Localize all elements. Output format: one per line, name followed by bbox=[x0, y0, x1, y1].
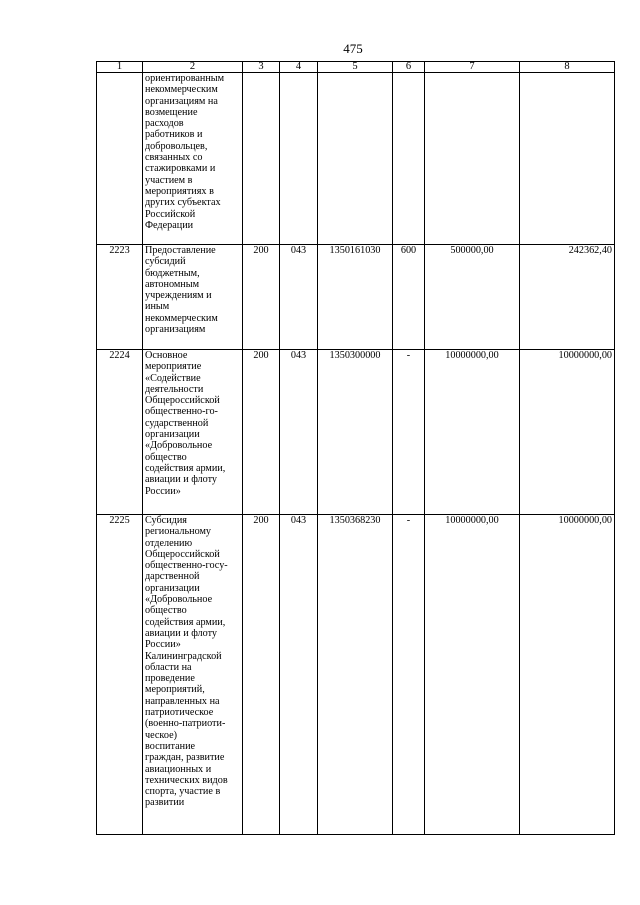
name-line: России» bbox=[145, 485, 181, 497]
name-line: сударственной bbox=[145, 417, 209, 429]
target-article-cell: 1350368230 bbox=[318, 515, 393, 835]
executed-amount-cell: 10000000,00 bbox=[520, 350, 615, 515]
name-line: «Добровольное bbox=[145, 594, 213, 606]
table-row bbox=[97, 350, 615, 515]
planned-amount-cell bbox=[425, 73, 520, 245]
executed-amount-cell: 242362,40 bbox=[520, 245, 615, 350]
name-line: организациям bbox=[145, 324, 206, 336]
name-line: Основное bbox=[145, 350, 188, 361]
name-line: проведение bbox=[145, 673, 195, 685]
page-number: 475 bbox=[343, 41, 363, 56]
name-line: Предоставление bbox=[145, 245, 216, 256]
name-line: «Добровольное bbox=[145, 440, 213, 452]
row-code-cell: 2225 bbox=[97, 515, 143, 835]
name-line: общественно-го- bbox=[145, 406, 218, 418]
column-header: 8 bbox=[520, 62, 615, 73]
table-row bbox=[97, 515, 615, 835]
name-line: организациям на bbox=[145, 95, 218, 107]
target-article-cell: 1350300000 bbox=[318, 350, 393, 515]
target-article-cell: 1350161030 bbox=[318, 245, 393, 350]
name-line: работников и bbox=[145, 129, 203, 141]
subsection-code-cell bbox=[280, 73, 318, 245]
section-code-cell: 200 bbox=[243, 515, 280, 835]
name-line: добровольцев, bbox=[145, 140, 208, 152]
column-header: 1 bbox=[97, 62, 143, 73]
row-code-cell: 2223 bbox=[97, 245, 143, 350]
name-line: учреждениям и bbox=[145, 290, 212, 302]
name-line: мероприятий, bbox=[145, 684, 205, 696]
expense-type-cell: 600 bbox=[393, 245, 425, 350]
subsection-code-cell: 043 bbox=[280, 350, 318, 515]
planned-amount-cell: 10000000,00 bbox=[425, 515, 520, 835]
name-line: дарственной bbox=[145, 571, 200, 583]
row-name-cell bbox=[143, 515, 243, 835]
row-name-cell bbox=[143, 73, 243, 245]
name-line: других субъектах bbox=[145, 197, 221, 209]
name-line: авиационных и bbox=[145, 763, 212, 775]
section-code-cell: 200 bbox=[243, 350, 280, 515]
name-line: Субсидия bbox=[145, 515, 187, 526]
name-line: Российской bbox=[145, 208, 196, 220]
name-line: технических видов bbox=[145, 774, 228, 786]
expense-type-cell: - bbox=[393, 515, 425, 835]
name-line: организации bbox=[145, 582, 200, 594]
planned-amount-cell: 10000000,00 bbox=[425, 350, 520, 515]
column-header: 6 bbox=[393, 62, 425, 73]
target-article-cell bbox=[318, 73, 393, 245]
expense-type-cell bbox=[393, 73, 425, 245]
name-line: развитии bbox=[145, 797, 185, 809]
name-line: иным bbox=[145, 301, 170, 313]
table-row bbox=[97, 245, 615, 350]
name-line: стажировками и bbox=[145, 163, 216, 175]
name-line: ориентированным bbox=[145, 73, 225, 84]
section-code-cell: 200 bbox=[243, 245, 280, 350]
name-line: содействия армии, bbox=[145, 462, 226, 474]
expense-type-cell: - bbox=[393, 350, 425, 515]
name-line: общество bbox=[145, 605, 187, 617]
name-line: автономным bbox=[145, 278, 200, 290]
name-line: направленных на bbox=[145, 695, 220, 707]
executed-amount-cell bbox=[520, 73, 615, 245]
name-line: участием в bbox=[145, 174, 193, 186]
name-line: мероприятие bbox=[145, 361, 202, 373]
name-line: мероприятиях в bbox=[145, 185, 214, 197]
name-line: авиации и флоту bbox=[145, 474, 218, 486]
name-line: «Содействие bbox=[145, 372, 201, 384]
name-line: Общероссийской bbox=[145, 395, 220, 407]
name-line: общественно-госу- bbox=[145, 560, 228, 572]
name-line: некоммерческим bbox=[145, 84, 218, 96]
name-line: бюджетным, bbox=[145, 267, 200, 279]
table-row bbox=[97, 73, 615, 245]
name-line: спорта, участие в bbox=[145, 786, 221, 798]
name-line: воспитание bbox=[145, 740, 196, 752]
name-line: отделению bbox=[145, 537, 193, 549]
name-line: области на bbox=[145, 661, 192, 673]
name-line: региональному bbox=[145, 526, 212, 538]
section-code-cell bbox=[243, 73, 280, 245]
subsection-code-cell: 043 bbox=[280, 515, 318, 835]
column-header: 4 bbox=[280, 62, 318, 73]
row-name-cell bbox=[143, 350, 243, 515]
name-line: ческое) bbox=[145, 729, 177, 741]
executed-amount-cell: 10000000,00 bbox=[520, 515, 615, 835]
name-line: субсидий bbox=[145, 256, 186, 268]
name-line: возмещение bbox=[145, 106, 198, 118]
column-header: 5 bbox=[318, 62, 393, 73]
name-line: связанных со bbox=[145, 152, 203, 164]
planned-amount-cell: 500000,00 bbox=[425, 245, 520, 350]
name-line: авиации и флоту bbox=[145, 627, 218, 639]
name-line: общество bbox=[145, 451, 187, 463]
column-number-header bbox=[97, 62, 615, 73]
budget-table bbox=[96, 61, 615, 835]
name-line: организации bbox=[145, 429, 200, 441]
row-code-cell bbox=[97, 73, 143, 245]
name-line: содействия армии, bbox=[145, 616, 226, 628]
row-name-cell bbox=[143, 245, 243, 350]
name-line: России» bbox=[145, 639, 181, 651]
row-code-cell: 2224 bbox=[97, 350, 143, 515]
name-line: Калининградской bbox=[145, 650, 222, 662]
name-line: Общероссийской bbox=[145, 548, 220, 560]
name-line: (военно-патриоти- bbox=[145, 718, 226, 730]
name-line: патриотическое bbox=[145, 707, 214, 719]
name-line: некоммерческим bbox=[145, 312, 218, 324]
name-line: Федерации bbox=[145, 219, 194, 231]
name-line: расходов bbox=[145, 118, 184, 130]
subsection-code-cell: 043 bbox=[280, 245, 318, 350]
name-line: деятельности bbox=[145, 383, 204, 395]
column-header: 2 bbox=[143, 62, 243, 73]
column-header: 3 bbox=[243, 62, 280, 73]
name-line: граждан, развитие bbox=[145, 752, 225, 764]
column-header: 7 bbox=[425, 62, 520, 73]
